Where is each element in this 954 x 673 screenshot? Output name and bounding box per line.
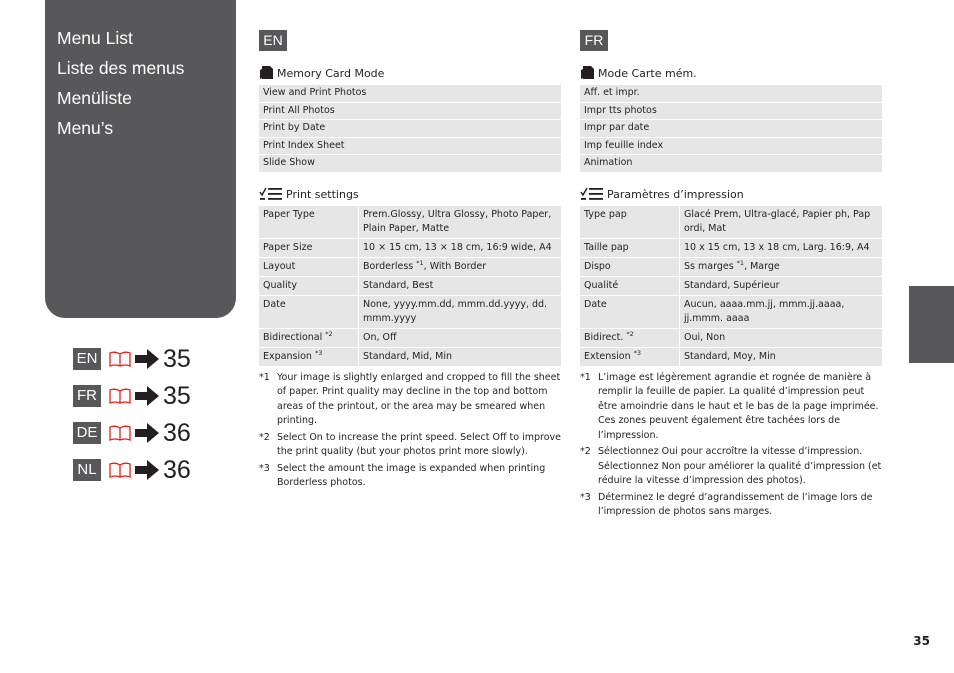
footnote — [259, 371, 561, 429]
setting-name: Taille pap — [580, 239, 679, 257]
setting-value: Glacé Prem, Ultra-glacé, Papier ph, Pap ordi, Mat — [680, 206, 882, 238]
list-item: Imp feuille index — [580, 138, 882, 155]
settings-list-icon — [580, 187, 604, 201]
lang-badge-en: EN — [259, 30, 287, 51]
ref-page-number: 35 — [163, 345, 191, 373]
setting-value: On, Off — [359, 329, 561, 347]
setting-value: Oui, Non — [680, 329, 882, 347]
setting-value: Borderless $^{*1}$, With Border — [359, 258, 561, 276]
ref-page-number: 36 — [163, 419, 191, 447]
table-row — [580, 329, 882, 347]
list-item: Impr par date — [580, 120, 882, 137]
print-settings-heading — [259, 184, 561, 204]
setting-name: Expansion $^{*3}$ — [259, 348, 358, 366]
footnote-text: Select On to increase the print speed. Select Off to improve the print quality (but your photos print more slowly). — [277, 431, 561, 457]
footnote — [259, 462, 561, 491]
french-column — [580, 30, 882, 522]
table-row — [580, 239, 882, 257]
settings-list-icon — [259, 187, 283, 201]
section-title: Print settings — [286, 187, 359, 201]
footnote-ref: *2 — [325, 329, 333, 338]
footnote — [580, 491, 882, 520]
footnote-text: Déterminez le degré d’agrandissement de l’image lors de l’impression de photos sans marges. — [598, 491, 873, 517]
list-item: Slide Show — [259, 155, 561, 172]
list-item: Print by Date — [259, 120, 561, 137]
setting-value: None, yyyy.mm.dd, mmm.dd.yyyy, dd. mmm.yyyy — [359, 296, 561, 328]
footnote-ref: *2 — [626, 329, 634, 338]
footnote-text: L’image est légèrement agrandie et rognée de manière à remplir la feuille de papier. La qualité d’impression peut être amoindrie dans le haut et le bas de la page imprimée. Ces zones peuvent également être tachées lors de l’impression. — [598, 371, 879, 441]
footnote-mark: *3 — [580, 491, 591, 503]
list-item: Impr tts photos — [580, 103, 882, 120]
print-settings-table — [259, 206, 561, 366]
page-ref-en[interactable] — [73, 346, 233, 383]
memory-card-mode-list — [580, 85, 882, 172]
footnote-ref: *3 — [633, 348, 642, 357]
table-row — [259, 258, 561, 276]
setting-name: Bidirect. $^{*2}$ — [580, 329, 679, 347]
print-settings-heading — [580, 184, 882, 204]
memory-card-mode-heading — [580, 63, 882, 83]
setting-value: Prem.Glossy, Ultra Glossy, Photo Paper, Plain Paper, Matte — [359, 206, 561, 238]
page-ref-de[interactable] — [73, 420, 233, 457]
list-item: View and Print Photos — [259, 85, 561, 102]
lang-badge: DE — [73, 422, 101, 444]
footnote-text: Select the amount the image is expanded when printing Borderless photos. — [277, 462, 546, 488]
table-row — [580, 206, 882, 238]
menu-title-fr: Liste des menus — [57, 58, 185, 78]
setting-name: Date — [259, 296, 358, 328]
menu-title-nl: Menu’s — [57, 118, 114, 138]
footnote — [259, 431, 561, 460]
book-icon — [109, 351, 131, 367]
setting-value: Standard, Supérieur — [680, 277, 882, 295]
book-icon — [109, 388, 131, 404]
print-settings-table — [580, 206, 882, 366]
lang-badge-fr: FR — [580, 30, 608, 51]
ref-page-number: 36 — [163, 456, 191, 484]
section-title: Paramètres d’impression — [607, 187, 744, 201]
setting-name: Bidirectional $^{*2}$ — [259, 329, 358, 347]
footnote-mark: *1 — [580, 371, 591, 383]
setting-value: Ss marges $^{*1}$, Marge — [680, 258, 882, 276]
memory-card-icon — [580, 65, 595, 80]
page-references — [73, 346, 233, 494]
footnote-mark: *3 — [259, 462, 270, 474]
footnote-text: Your image is slightly enlarged and cropped to fill the sheet of paper. Print quality may decline in the top and bottom areas of the printout, or the area may be smeared when printing. — [277, 371, 561, 426]
setting-value: 10 × 15 cm, 13 × 18 cm, 16:9 wide, A4 — [359, 239, 561, 257]
setting-name: Quality — [259, 277, 358, 295]
table-row — [259, 296, 561, 328]
footnote-mark: *2 — [580, 446, 591, 457]
table-row — [580, 258, 882, 276]
page-ref-nl[interactable] — [73, 457, 233, 494]
footnote-ref: *1 — [416, 258, 424, 267]
list-item: Aff. et impr. — [580, 85, 882, 102]
table-row — [259, 348, 561, 366]
arrow-right-icon — [135, 460, 159, 480]
lang-badge: FR — [73, 385, 101, 407]
setting-value: Standard, Mid, Min — [359, 348, 561, 366]
lang-badge: EN — [73, 348, 101, 370]
setting-name: Paper Type — [259, 206, 358, 238]
list-item: Print All Photos — [259, 103, 561, 120]
footnote-mark: *2 — [259, 431, 270, 443]
setting-value: Aucun, aaaa.mm.jj, mmm.jj.aaaa, jj.mmm. aaaa — [680, 296, 882, 328]
lang-badge: NL — [73, 459, 101, 481]
table-row — [259, 239, 561, 257]
setting-value: Standard, Best — [359, 277, 561, 295]
footnote — [580, 371, 882, 444]
arrow-right-icon — [135, 386, 159, 406]
setting-name: Date — [580, 296, 679, 328]
footnote-ref: *1 — [736, 258, 745, 267]
book-icon — [109, 425, 131, 441]
table-row — [580, 348, 882, 366]
menu-title-de: Menüliste — [57, 88, 132, 108]
setting-value: Standard, Moy, Min — [680, 348, 882, 366]
table-row — [580, 277, 882, 295]
memory-card-mode-list — [259, 85, 561, 172]
memory-card-mode-heading — [259, 63, 561, 83]
setting-name: Extension $^{*3}$ — [580, 348, 679, 366]
menu-title-en: Menu List — [57, 28, 133, 48]
footnote-text: Sélectionnez Oui pour accroître la vitesse d’impression. Sélectionnez Non pour améliorer la qualité d’impression (et réduire la vitesse d’impression des photos). — [598, 446, 882, 486]
setting-name: Layout — [259, 258, 358, 276]
setting-name: Dispo — [580, 258, 679, 276]
setting-value: 10 x 15 cm, 13 x 18 cm, Larg. 16:9, A4 — [680, 239, 882, 257]
footnote — [580, 445, 882, 489]
table-row — [259, 329, 561, 347]
footnote-ref: *3 — [314, 348, 323, 357]
table-row — [580, 296, 882, 328]
footnotes — [580, 371, 882, 520]
arrow-right-icon — [135, 423, 159, 443]
table-row — [259, 206, 561, 238]
arrow-right-icon — [135, 349, 159, 369]
setting-name: Qualité — [580, 277, 679, 295]
table-row — [259, 277, 561, 295]
section-title: Memory Card Mode — [277, 67, 385, 80]
list-item: Print Index Sheet — [259, 138, 561, 155]
chapter-tab — [909, 286, 954, 363]
footnotes — [259, 371, 561, 491]
list-item: Animation — [580, 155, 882, 172]
book-icon — [109, 462, 131, 478]
section-title: Mode Carte mém. — [598, 67, 697, 80]
english-column — [259, 30, 561, 493]
setting-name: Paper Size — [259, 239, 358, 257]
memory-card-icon — [259, 65, 274, 80]
page-number: 35 — [913, 634, 930, 648]
page-ref-fr[interactable] — [73, 383, 233, 420]
ref-page-number: 35 — [163, 382, 191, 410]
setting-name: Type pap — [580, 206, 679, 238]
footnote-mark: *1 — [259, 371, 270, 383]
menu-list-panel — [45, 0, 236, 318]
